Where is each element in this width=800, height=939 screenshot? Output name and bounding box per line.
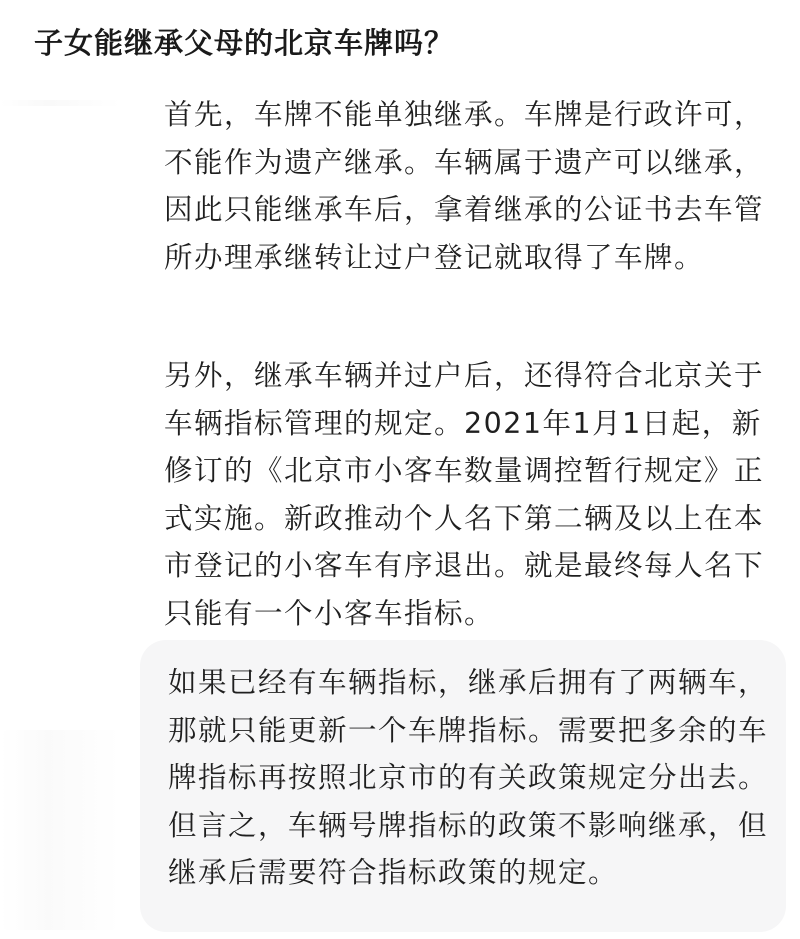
answer-paragraph-1: 首先，车牌不能单独继承。车牌是行政许可，不能作为遗产继承。车辆属于遗产可以继承，因此只能继承车后，拿着继承的公证书去车管所办理承继转让过户登记就取得了车牌。 xyxy=(164,98,765,274)
question-title: 子女能继承父母的北京车牌吗？ xyxy=(34,26,455,60)
answer-block xyxy=(0,80,800,939)
answer-paragraph-3: 如果已经有车辆指标，继承后拥有了两辆车，那就只能更新一个车牌指标。需要把多余的车牌指标再按照北京市的有关政策规定分出去。但言之，车辆号牌指标的政策不影响继承，但继承后需要符合指标政策的规定。 xyxy=(168,666,769,889)
left-edge-artifact xyxy=(0,100,120,106)
left-edge-artifact xyxy=(0,730,120,930)
answer-paragraph-2: 另外，继承车辆并过户后，还得符合北京关于车辆指标管理的规定。2021年1月1日起，新修订的《北京市小客车数量调控暂行规定》正式实施。新政推动个人名下第二辆及以上在本市登记的小客车有序退出。就是最终每人名下只能有一个小客车指标。 xyxy=(164,359,765,630)
highlighted-answer-card xyxy=(140,640,786,932)
